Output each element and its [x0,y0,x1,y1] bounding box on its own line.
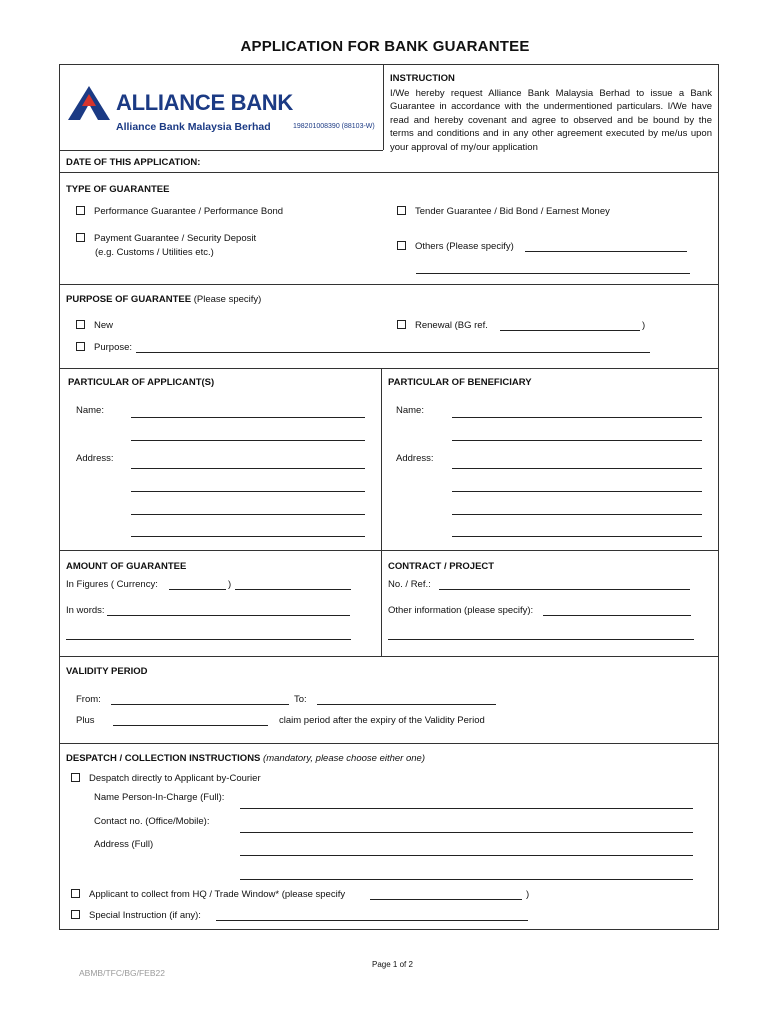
checkbox[interactable] [76,342,85,351]
validity-plus-line[interactable] [113,725,268,726]
form-title: APPLICATION FOR BANK GUARANTEE [240,38,530,55]
despatch-heading: DESPATCH / COLLECTION INSTRUCTIONS (mandatory, please choose either one) [66,753,425,764]
validity-heading: VALIDITY PERIOD [66,666,148,677]
purpose-heading: PURPOSE OF GUARANTEE (Please specify) [66,294,262,305]
collect-close: ) [526,889,530,900]
pic-line[interactable] [240,808,693,809]
applicant-heading: PARTICULAR OF APPLICANT(S) [68,377,215,388]
amount-figures-line[interactable] [235,589,351,590]
courier-address-line[interactable] [240,855,693,856]
instruction-heading: INSTRUCTION [390,73,455,84]
contract-ref-line[interactable] [439,589,690,590]
logo-bottom-line [59,150,383,151]
applicant-name-label: Name: [76,405,104,416]
checkbox[interactable] [76,206,85,215]
option-payment[interactable]: Payment Guarantee / Security Deposit [76,233,256,245]
contract-other-line[interactable] [543,615,691,616]
validity-from-label: From: [76,694,101,705]
beneficiary-address-line-3[interactable] [452,514,702,515]
amount-words-label: In words: [66,605,105,616]
option-new[interactable]: New [76,320,113,332]
contract-heading: CONTRACT / PROJECT [388,561,495,572]
collect-specify-line[interactable] [370,899,522,900]
type-heading: TYPE OF GUARANTEE [66,184,170,195]
validity-divider [59,656,719,657]
checkbox[interactable] [76,320,85,329]
validity-to-label: To: [294,694,307,705]
logo-wordmark: ALLIANCE BANK [116,90,293,115]
option-renewal[interactable]: Renewal (BG ref. [397,320,488,332]
applicant-address-label: Address: [76,453,114,464]
beneficiary-name-line-2[interactable] [452,440,702,441]
applicant-address-line[interactable] [131,468,365,469]
beneficiary-address-line-4[interactable] [452,536,702,537]
instruction-text: I/We hereby request Alliance Bank Malaysia Berhad to issue a Bank Guarantee in accordance with the undermentioned particulars. I/We have read and hereby covenant and agree to observed and be bound by the terms and conditions and in any other agreement executed by me/us upon your approval of my/our application [390,88,712,153]
purpose-divider [59,284,719,285]
pic-label: Name Person-In-Charge (Full): [94,792,225,803]
despatch-divider [59,743,719,744]
checkbox[interactable] [397,320,406,329]
option-courier[interactable]: Despatch directly to Applicant by-Courier [71,773,261,785]
contact-line[interactable] [240,832,693,833]
courier-address-label: Address (Full) [94,839,154,850]
form-code: ABMB/TFC/BG/FEB22 [79,968,165,978]
option-payment-note: (e.g. Customs / Utilities etc.) [95,247,214,258]
applicant-address-line-2[interactable] [131,491,365,492]
checkbox[interactable] [397,241,406,250]
applicant-name-line[interactable] [131,417,365,418]
alliance-bank-logo-icon [68,86,110,120]
logo-subtitle: Alliance Bank Malaysia Berhad [116,121,271,133]
contract-other-label: Other information (please specify): [388,605,534,616]
amount-figures-close: ) [228,579,232,590]
validity-claim-text: claim period after the expiry of the Validity Period [279,715,485,726]
alliance-bank-logo [68,84,383,134]
beneficiary-name-label: Name: [396,405,424,416]
amount-figures-label: In Figures ( Currency: [66,579,158,590]
beneficiary-name-line[interactable] [452,417,702,418]
date-label: DATE OF THIS APPLICATION: [66,157,201,168]
checkbox[interactable] [71,889,80,898]
option-purpose[interactable]: Purpose: [76,342,132,354]
contract-other-line-2[interactable] [388,639,694,640]
checkbox[interactable] [76,233,85,242]
applicant-name-line-2[interactable] [131,440,365,441]
purpose-line[interactable] [136,352,650,353]
beneficiary-address-line[interactable] [452,468,702,469]
header-divider [383,64,384,150]
page-number: Page 1 of 2 [372,960,413,969]
contact-label: Contact no. (Office/Mobile): [94,816,210,827]
beneficiary-address-label: Address: [396,453,434,464]
checkbox[interactable] [71,910,80,919]
applicant-address-line-4[interactable] [131,536,365,537]
option-tender[interactable]: Tender Guarantee / Bid Bond / Earnest Money [397,206,610,218]
others-specify-line[interactable] [525,251,687,252]
courier-address-line-2[interactable] [240,879,693,880]
amount-vertical-divider [381,550,382,656]
validity-plus-label: Plus [76,715,95,726]
special-instruction-line[interactable] [216,920,528,921]
currency-line[interactable] [169,589,226,590]
amount-words-line-2[interactable] [66,639,351,640]
logo-registration: 198201008390 (88103-W) [293,123,375,130]
option-special[interactable]: Special Instruction (if any): [71,910,201,922]
option-collect[interactable]: Applicant to collect from HQ / Trade Window* (please specify [71,889,345,901]
checkbox[interactable] [71,773,80,782]
option-others[interactable]: Others (Please specify) [397,241,514,253]
amount-heading: AMOUNT OF GUARANTEE [66,561,187,572]
validity-from-line[interactable] [111,704,289,705]
amount-divider [59,550,719,551]
particulars-vertical-divider [381,368,382,550]
renewal-ref-line[interactable] [500,330,640,331]
beneficiary-heading: PARTICULAR OF BENEFICIARY [388,377,532,388]
particulars-divider [59,368,719,369]
amount-words-line[interactable] [107,615,350,616]
others-specify-line-2[interactable] [416,273,690,274]
validity-to-line[interactable] [317,704,496,705]
contract-ref-label: No. / Ref.: [388,579,431,590]
applicant-address-line-3[interactable] [131,514,365,515]
date-divider [59,172,719,173]
renewal-close: ) [642,320,646,331]
option-performance[interactable]: Performance Guarantee / Performance Bond [76,206,283,218]
checkbox[interactable] [397,206,406,215]
beneficiary-address-line-2[interactable] [452,491,702,492]
